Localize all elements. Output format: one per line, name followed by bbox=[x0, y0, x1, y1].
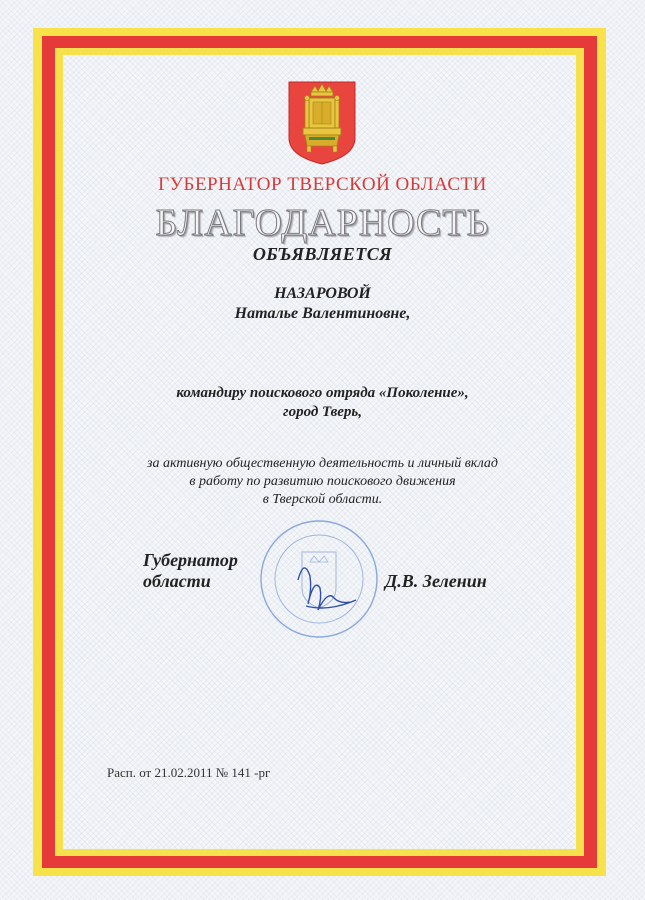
reason-line: в Тверской области. bbox=[262, 492, 383, 507]
recipient-city: город Тверь, bbox=[283, 404, 362, 420]
recipient-position: командиру поискового отряда «Поколение», bbox=[176, 385, 469, 401]
signatory-title: Губернатор bbox=[143, 550, 238, 570]
coat-of-arms-icon bbox=[287, 80, 357, 166]
issuer-title: ГУБЕРНАТОР ТВЕРСКОЙ ОБЛАСТИ bbox=[158, 174, 487, 195]
official-seal-icon bbox=[258, 518, 380, 640]
signatory-title-region: области bbox=[143, 571, 211, 591]
signatory-name: Д.В. Зеленин bbox=[385, 571, 487, 591]
order-reference: Расп. от 21.02.2011 № 141 -рг bbox=[107, 765, 271, 780]
recipient-given-names: Наталье Валентиновне, bbox=[234, 305, 411, 322]
reason-line: за активную общественную деятельность и личный вклад bbox=[147, 456, 498, 471]
reason-line: в работу по развитию поискового движения bbox=[189, 474, 456, 489]
recipient-surname: НАЗАРОВОЙ bbox=[274, 285, 371, 302]
announcement: ОБЪЯВЛЯЕТСЯ bbox=[252, 244, 393, 264]
document-title: БЛАГОДАРНОСТЬ bbox=[155, 202, 490, 244]
